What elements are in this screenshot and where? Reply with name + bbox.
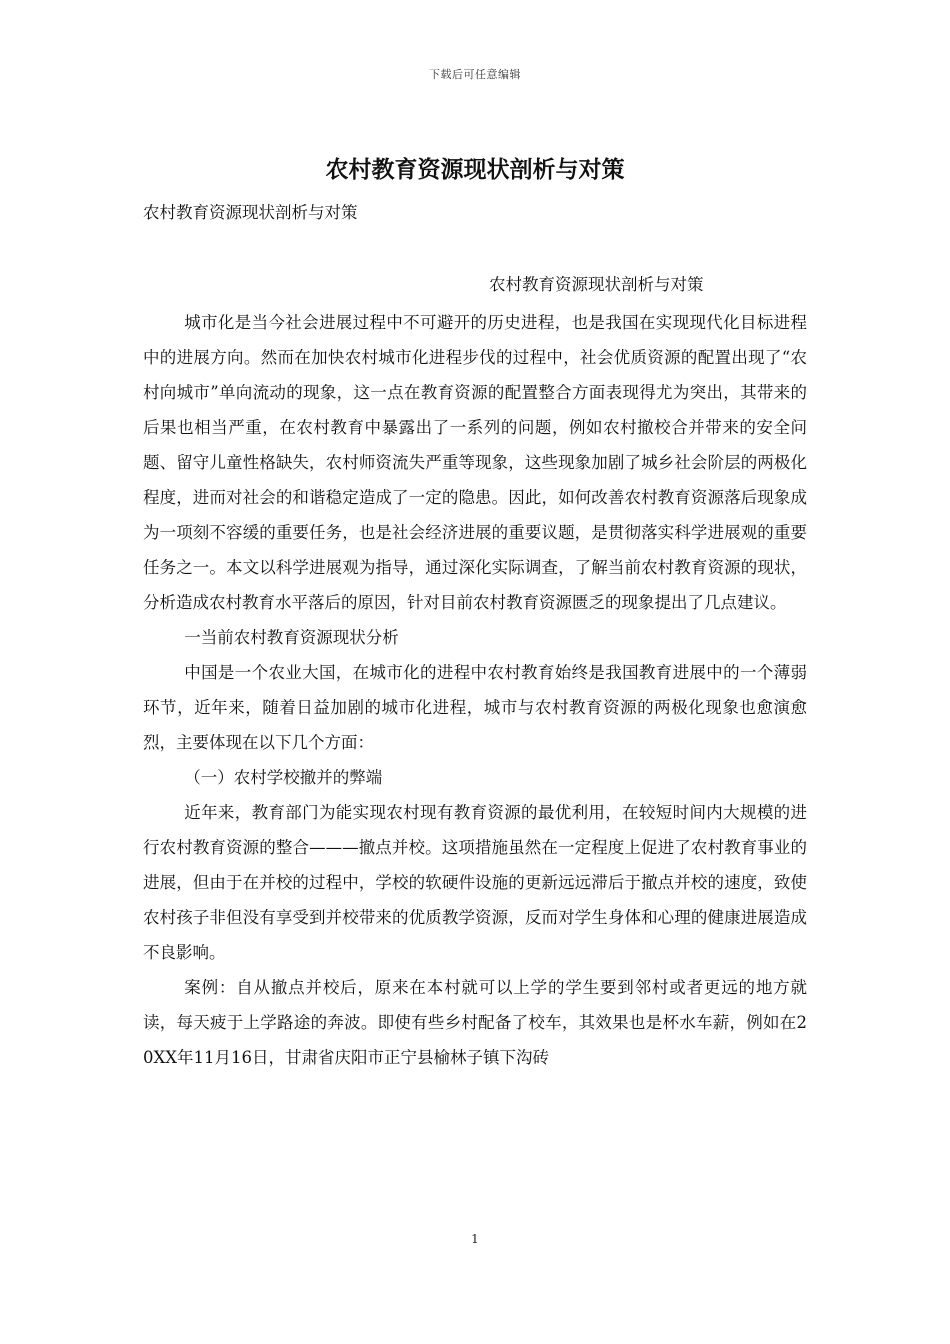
paragraph-case: 案例：自从撤点并校后，原来在本村就可以上学的学生要到邻村或者更远的地方就读，每天疲于上学路途的奔波。即使有些乡村配备了校车，其效果也是杯水车薪，例如在20XX年11月16日，甘肃省庆阳市正宁县榆林子镇下沟砖 (143, 978, 807, 1067)
section-heading-1: 一当前农村教育资源现状分析 (184, 628, 399, 647)
document-body (143, 305, 807, 1075)
subsection-heading-1: （一）农村学校撤并的弊端 (184, 768, 383, 787)
document-title: 农村教育资源现状剖析与对策 (325, 156, 625, 183)
document-subtitle: 农村教育资源现状剖析与对策 (143, 203, 358, 222)
page-number: 1 (471, 1232, 479, 1246)
paragraph-intro: 城市化是当今社会进展过程中不可避开的历史进程，也是我国在实现现代化目标进程中的进展方向。然而在加快农村城市化进程步伐的过程中，社会优质资源的配置出现了“农村向城市”单向流动的现象，这一点在教育资源的配置整合方面表现得尤为突出，其带来的后果也相当严重，在农村教育中暴露出了一系列的问题，例如农村撤校合并带来的安全问题、留守儿童性格缺失，农村师资流失严重等现象，这些现象加剧了城乡社会阶层的两极化程度，进而对社会的和谐稳定造成了一定的隐患。因此，如何改善农村教育资源落后现象成为一项刻不容缓的重要任务，也是社会经济进展的重要议题，是贯彻落实科学进展观的重要任务之一。本文以科学进展观为指导，通过深化实际调查，了解当前农村教育资源的现状，分析造成农村教育水平落后的原因，针对目前农村教育资源匮乏的现象提出了几点建议。 (143, 313, 807, 612)
paragraph-overview: 中国是一个农业大国，在城市化的进程中农村教育始终是我国教育进展中的一个薄弱环节，近年来，随着日益加剧的城市化进程，城市与农村教育资源的两极化现象也愈演愈烈，主要体现在以下几个方面： (143, 663, 807, 752)
right-aligned-title: 农村教育资源现状剖析与对策 (489, 275, 704, 294)
header-note: 下载后可任意编辑 (429, 68, 521, 81)
paragraph-merge: 近年来，教育部门为能实现农村现有教育资源的最优利用，在较短时间内大规模的进行农村教育资源的整合———撤点并校。这项措施虽然在一定程度上促进了农村教育事业的进展，但由于在并校的过程中，学校的软硬件设施的更新远远滞后于撤点并校的速度，致使农村孩子非但没有享受到并校带来的优质教学资源，反而对学生身体和心理的健康进展造成不良影响。 (143, 803, 807, 962)
